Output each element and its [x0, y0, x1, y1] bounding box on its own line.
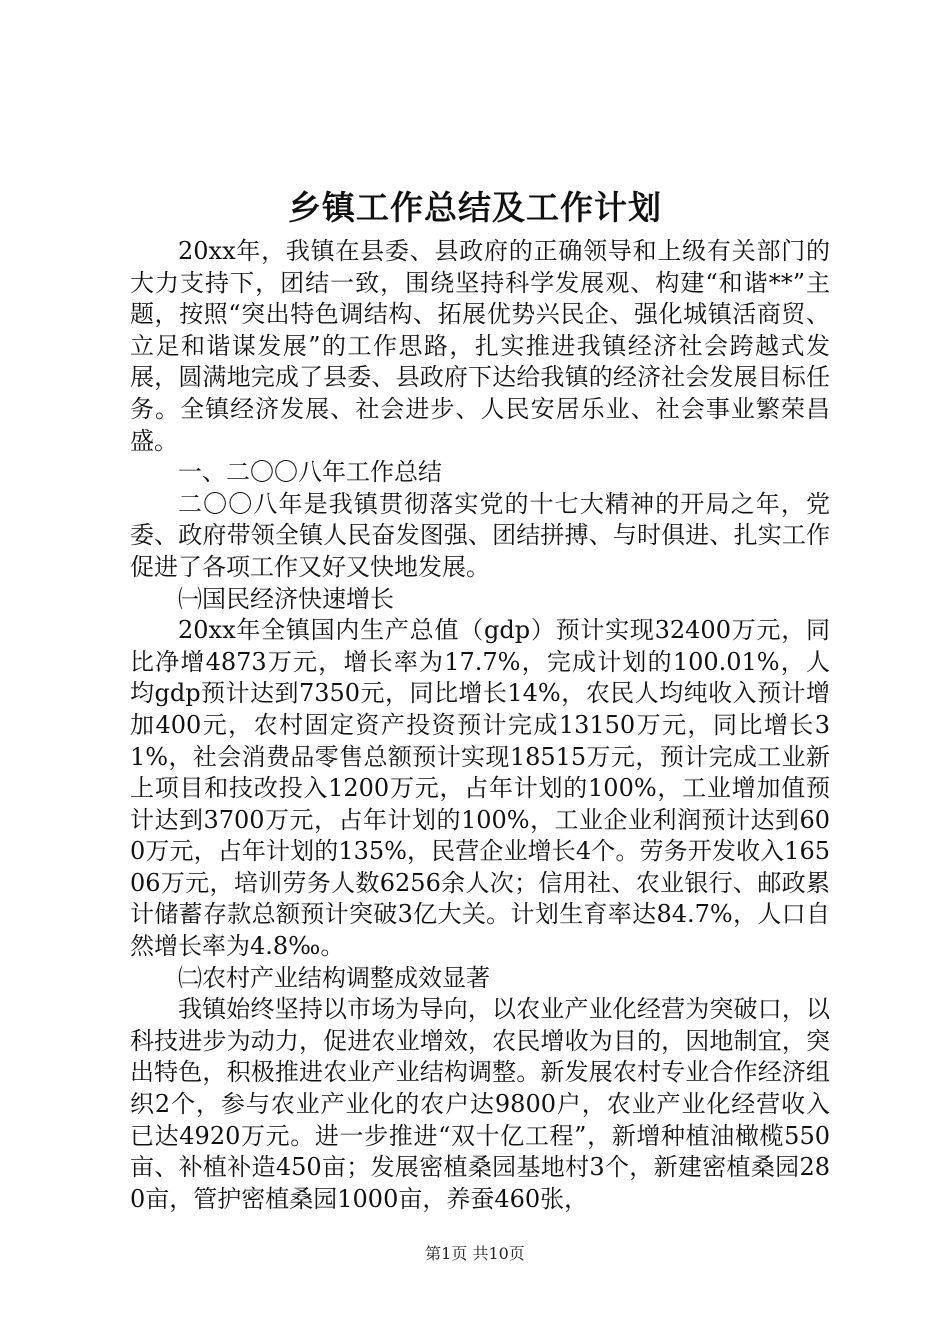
document-title: 乡镇工作总结及工作计划 — [288, 188, 662, 227]
subsection-heading-economy: ㈠国民经济快速增长 — [178, 584, 394, 613]
paragraph-agriculture: 我镇始终坚持以市场为导向，以农业产业化经营为突破口，以科技进步为动力，促进农业增效，农民增收为目的，因地制宜，突出特色，积极推进农业产业结构调整。新发展农村专业合作经济组织2个，参与农业产业化的农户达9800户，农业产业化经营收入已达4920万元。进一步推进“双十亿工程”，新增种植油橄榄550亩、补植补造450亩；发展密植桑园基地村3个，新建密植桑园280亩，管护密植桑园1000亩，养蚕460张， — [130, 995, 830, 1213]
document-body — [130, 236, 830, 1215]
paragraph-economy: 20xx年全镇国内生产总值（gdp）预计实现32400万元，同比净增4873万元，增长率为17.7%，完成计划的100.01%，人均gdp预计达到7350元，同比增长14%，农民人均纯收入预计增加400元，农村固定资产投资预计完成13150万元，同比增长31%，社会消费品零售总额预计实现18515万元，预计完成工业新上项目和技改投入1200万元，占年计划的100%，工业增加值预计达到3700万元，占年计划的100%，工业企业利润预计达到600万元，占年计划的135%，民营企业增长4个。劳务开发收入16506万元，培训劳务人数6256余人次；信用社、农业银行、邮政累计储蓄存款总额预计突破3亿大关。计划生育率达84.7%，人口自然增长率为4.8‰。 — [130, 616, 830, 961]
subsection-heading-agriculture: ㈡农村产业结构调整成效显著 — [178, 963, 490, 992]
page-number: 第1页 共10页 — [425, 1244, 525, 1263]
section-heading-summary: 一、二〇〇八年工作总结 — [178, 458, 442, 487]
paragraph-overview: 二〇〇八年是我镇贯彻落实党的十七大精神的开局之年，党委、政府带领全镇人民奋发图强、团结拼搏、与时俱进、扎实工作促进了各项工作又好又快地发展。 — [130, 489, 830, 581]
paragraph-intro: 20xx年，我镇在县委、县政府的正确领导和上级有关部门的大力支持下，团结一致，围绕坚持科学发展观、构建“和谐**”主题，按照“突出特色调结构、拓展优势兴民企、强化城镇活商贸、立足和谐谋发展”的工作思路，扎实推进我镇经济社会跨越式发展，圆满地完成了县委、县政府下达给我镇的经济社会发展目标任务。全镇经济发展、社会进步、人民安居乐业、社会事业繁荣昌盛。 — [130, 237, 830, 455]
